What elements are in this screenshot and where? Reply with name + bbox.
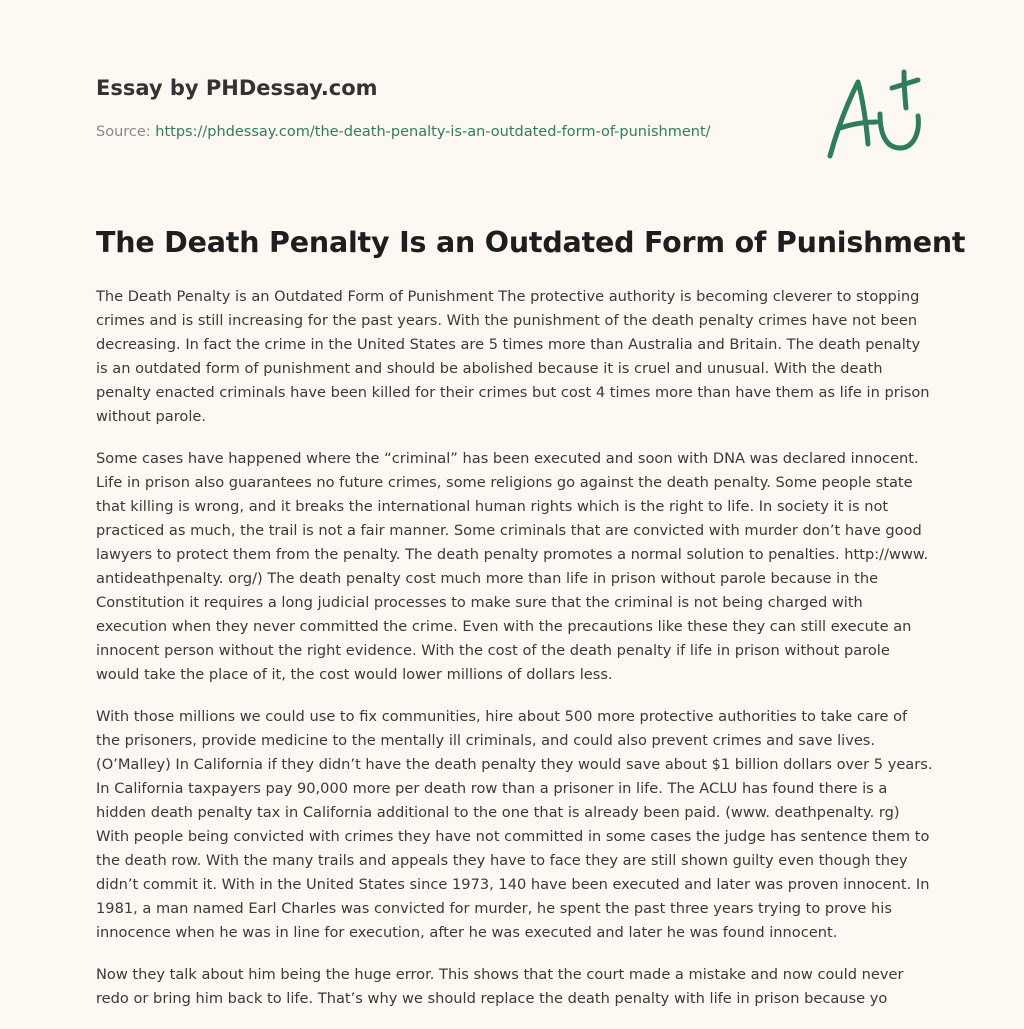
essay-paragraph: With those millions we could use to fix communities, hire about 500 more protective authorities to take care of the prisoners, provide medicine to the mentally ill criminals, and could also prevent crimes and save lives. (O’Malley) In California if they didn’t have the death penalty they would save about $1 billion dollars over 5 years. In California taxpayers pay 90,000 more per death row than a prisoner in life. The ACLU has found there is a hidden death penalty tax in California additional to the one that is already been paid. (www. deathpenalty. rg) With people being convicted with crimes they have not committed in some cases the judge has sentence them to the death row. With the many trails and appeals they have to face they are still shown guilty even though they didn’t commit it. With in the United States since 1973, 140 have been executed and later was proven innocent. In 1981, a man named Earl Charles was convicted for murder, he spent the past three years trying to prove his innocence when he was in line for execution, after he was executed and later he was found innocent. (96, 708, 933, 941)
source-line (96, 124, 711, 140)
site-brand: Essay by PHDessay.com (96, 76, 378, 100)
essay-paragraph: Now they talk about him being the huge error. This shows that the court made a mistake and now could never redo or bring him back to life. That’s why we should replace the death penalty with life in prison because yo (96, 966, 904, 1007)
essay-paragraph: The Death Penalty is an Outdated Form of Punishment The protective authority is becoming cleverer to stopping crimes and is still increasing for the past years. With the punishment of the death penalty crimes have not been decreasing. In fact the crime in the United States are 5 times more than Australia and Britain. The death penalty is an outdated form of punishment and should be abolished because it is cruel and unusual. With the death penalty enacted criminals have been killed for their crimes but cost 4 times more than have them as life in prison without parole. (96, 288, 930, 425)
essay-body (96, 285, 934, 1029)
source-link[interactable]: https://phdessay.com/the-death-penalty-is-an-outdated-form-of-punishment/ (155, 124, 711, 140)
essay-title: The Death Penalty Is an Outdated Form of Punishment (96, 226, 966, 259)
a-plus-logo-icon (822, 68, 932, 164)
essay-paragraph: Some cases have happened where the “criminal” has been executed and soon with DNA was declared innocent. Life in prison also guarantees no future crimes, some religions go against the death penalty. Some people state that killing is wrong, and it breaks the international human rights which is the right to life. In society it is not practiced as much, the trail is not a fair manner. Some criminals that are convicted with murder don’t have good lawyers to protect them from the penalty. The death penalty promotes a normal solution to penalties. http://www. antideathpenalty. org/) The death penalty cost much more than life in prison without parole because in the Constitution it requires a long judicial processes to make sure that the criminal is not being charged with execution when they never committed the crime. Even with the precautions like these they can still execute an innocent person without the right evidence. With the cost of the death penalty if life in prison without parole would take the place of it, the cost would lower millions of dollars less. (96, 450, 929, 683)
source-label: Source: (96, 124, 156, 140)
